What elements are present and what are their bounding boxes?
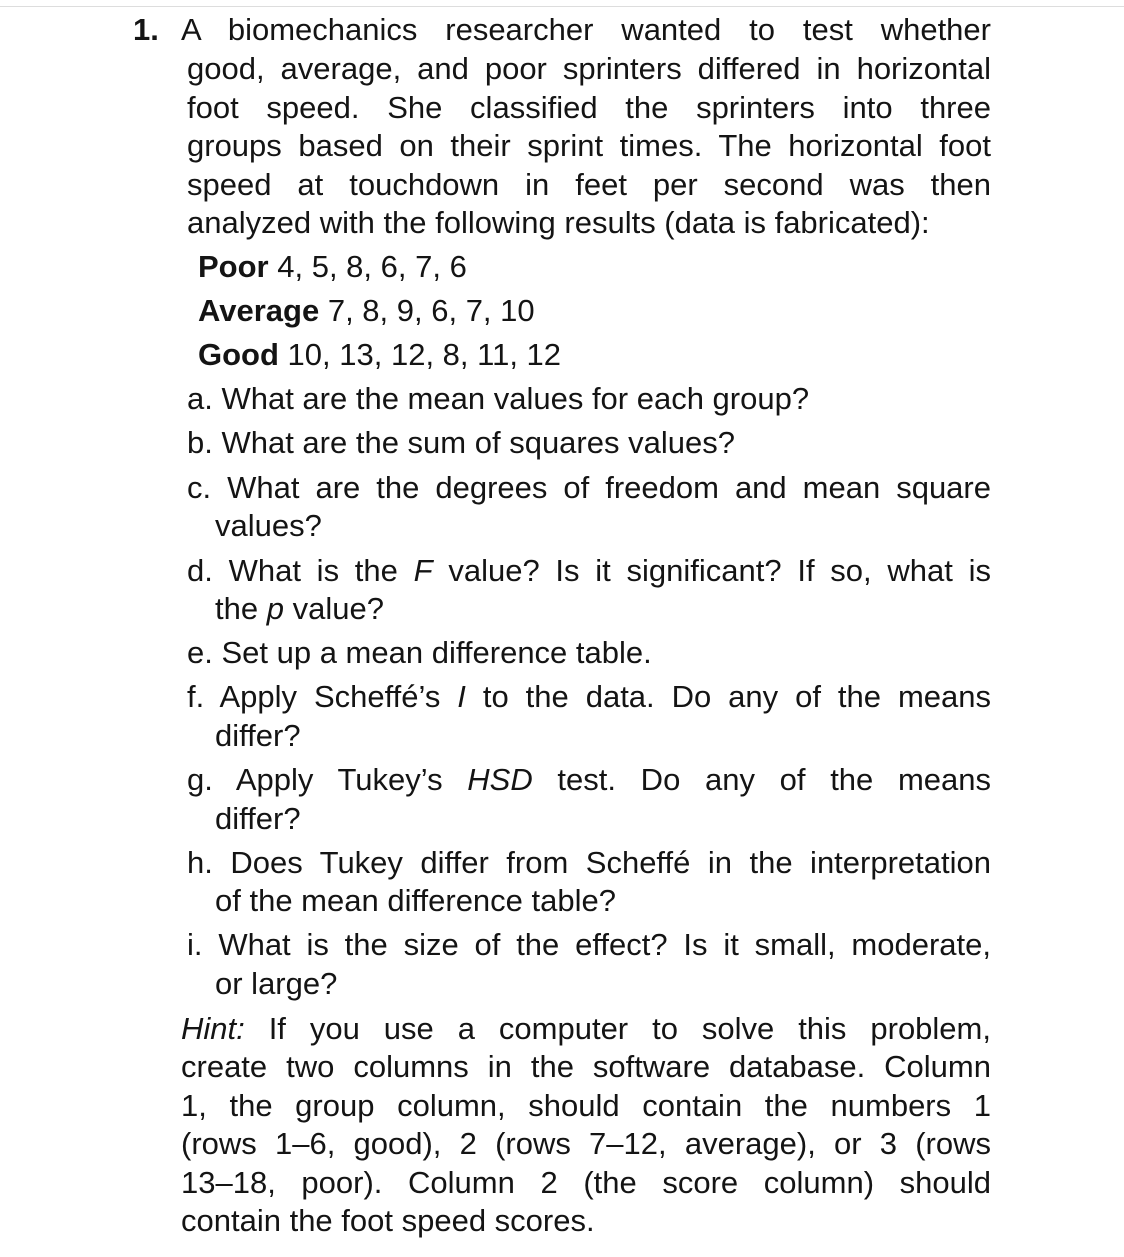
intro-line: A biomechanics researcher wanted to test whether — [181, 12, 991, 47]
question-f-cont: differ? — [215, 718, 301, 753]
question-g-cont: differ? — [215, 801, 301, 836]
hint-line: Hint: If you use a computer to solve this problem, — [181, 1011, 991, 1046]
hint-line: create two columns in the software database. Column — [181, 1049, 991, 1084]
group-row — [198, 291, 535, 331]
hint-line: contain the foot speed scores. — [181, 1203, 595, 1238]
group-values: 4, 5, 8, 6, 7, 6 — [277, 249, 467, 284]
group-name: Poor — [198, 249, 269, 284]
group-name: Good — [198, 337, 279, 372]
group-values: 10, 13, 12, 8, 11, 12 — [287, 337, 562, 372]
top-rule — [0, 6, 1124, 7]
question-d: d. What is the F value? Is it significant? If so, what is — [187, 553, 992, 588]
group-values: 7, 8, 9, 6, 7, 10 — [327, 293, 535, 328]
question-e: e. Set up a mean difference table. — [187, 635, 652, 670]
question-f: f. Apply Scheffé’s I to the data. Do any of the means — [187, 679, 991, 714]
group-name: Average — [198, 293, 320, 328]
problem-number: 1. — [133, 12, 159, 47]
intro-line: groups based on their sprint times. The horizontal foot — [187, 128, 991, 163]
hint-label: Hint: — [181, 1011, 245, 1046]
hsd-variable: HSD — [467, 762, 533, 797]
question-d-cont: the p value? — [215, 591, 384, 626]
intro-line: good, average, and poor sprinters differed in horizontal — [187, 51, 991, 86]
question-h-cont: of the mean difference table? — [215, 883, 616, 918]
hint-line: 1, the group column, should contain the numbers 1 — [181, 1088, 991, 1123]
question-i-cont: or large? — [215, 966, 338, 1001]
group-row — [198, 247, 467, 287]
question-c: c. What are the degrees of freedom and mean square — [187, 470, 991, 505]
question-c-cont: values? — [215, 508, 322, 543]
question-b: b. What are the sum of squares values? — [187, 425, 735, 460]
i-variable: I — [457, 679, 466, 714]
question-g: g. Apply Tukey’s HSD test. Do any of the means — [187, 762, 992, 797]
intro-line: foot speed. She classified the sprinters into three — [187, 90, 991, 125]
question-a: a. What are the mean values for each group? — [187, 381, 810, 416]
hint-line: 13–18, poor). Column 2 (the score column) should — [181, 1165, 991, 1200]
intro-line: analyzed with the following results (data is fabricated): — [187, 205, 930, 240]
hint-line: (rows 1–6, good), 2 (rows 7–12, average), or 3 (rows — [181, 1126, 991, 1161]
question-h: h. Does Tukey differ from Scheffé in the interpretation — [187, 845, 991, 880]
f-variable: F — [413, 553, 433, 588]
intro-line: speed at touchdown in feet per second was then — [187, 167, 991, 202]
group-row — [198, 335, 561, 375]
p-variable: p — [266, 591, 284, 626]
question-i: i. What is the size of the effect? Is it small, moderate, — [187, 927, 991, 962]
